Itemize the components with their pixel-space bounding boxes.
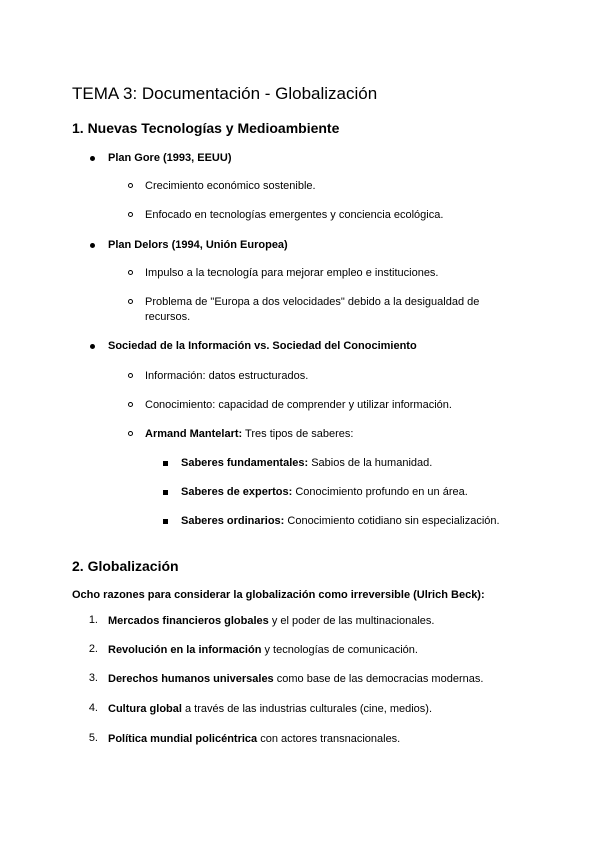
saber-expertos: Saberes de expertos: Conocimiento profundo en un área. bbox=[181, 486, 468, 498]
section-1-heading: 1. Nuevas Tecnologías y Medioambiente bbox=[72, 120, 340, 136]
section-2-intro: Ocho razones para considerar la globalización como irreversible (Ulrich Beck): bbox=[72, 589, 485, 601]
section-2-heading: 2. Globalización bbox=[72, 558, 179, 574]
gore-item-1: Crecimiento económico sostenible. bbox=[145, 180, 316, 192]
sociedad-item-2: Conocimiento: capacidad de comprender y utilizar información. bbox=[145, 399, 452, 411]
list-number: 5. bbox=[88, 732, 98, 744]
circle-bullet-icon bbox=[128, 431, 133, 436]
sociedad-item-1: Información: datos estructurados. bbox=[145, 370, 309, 382]
list-number: 1. bbox=[88, 614, 98, 626]
saber-fundamentales: Saberes fundamentales: Sabios de la humanidad. bbox=[181, 457, 433, 469]
reason-1: Mercados financieros globales y el poder de las multinacionales. bbox=[108, 615, 435, 627]
list-number: 4. bbox=[88, 702, 98, 714]
mantelart-item: Armand Mantelart: Tres tipos de saberes: bbox=[145, 428, 354, 440]
saber-ordinarios: Saberes ordinarios: Conocimiento cotidiano sin especialización. bbox=[181, 515, 500, 527]
delors-item-2-line-1: Problema de "Europa a dos velocidades" debido a la desigualdad de bbox=[145, 296, 480, 308]
gore-item-2: Enfocado en tecnologías emergentes y conciencia ecológica. bbox=[145, 209, 444, 221]
circle-bullet-icon bbox=[128, 299, 133, 304]
sociedad-label: Sociedad de la Información vs. Sociedad del Conocimiento bbox=[108, 340, 417, 352]
bullet-icon bbox=[90, 344, 95, 349]
list-number: 2. bbox=[88, 643, 98, 655]
square-bullet-icon bbox=[163, 461, 168, 466]
delors-item-1: Impulso a la tecnología para mejorar empleo e instituciones. bbox=[145, 267, 439, 279]
bullet-icon bbox=[90, 243, 95, 248]
circle-bullet-icon bbox=[128, 212, 133, 217]
reason-5: Política mundial policéntrica con actores transnacionales. bbox=[108, 733, 401, 745]
square-bullet-icon bbox=[163, 490, 168, 495]
circle-bullet-icon bbox=[128, 183, 133, 188]
plan-delors-label: Plan Delors (1994, Unión Europea) bbox=[108, 239, 288, 251]
reason-2: Revolución en la información y tecnologías de comunicación. bbox=[108, 644, 418, 656]
plan-gore-label: Plan Gore (1993, EEUU) bbox=[108, 152, 232, 164]
circle-bullet-icon bbox=[128, 373, 133, 378]
bullet-icon bbox=[90, 156, 95, 161]
delors-item-2-line-2: recursos. bbox=[145, 311, 191, 323]
page-title: TEMA 3: Documentación - Globalización bbox=[72, 84, 378, 103]
reason-4: Cultura global a través de las industrias culturales (cine, medios). bbox=[108, 703, 433, 715]
square-bullet-icon bbox=[163, 519, 168, 524]
circle-bullet-icon bbox=[128, 402, 133, 407]
circle-bullet-icon bbox=[128, 270, 133, 275]
list-number: 3. bbox=[88, 672, 98, 684]
reason-3: Derechos humanos universales como base de las democracias modernas. bbox=[108, 673, 484, 685]
